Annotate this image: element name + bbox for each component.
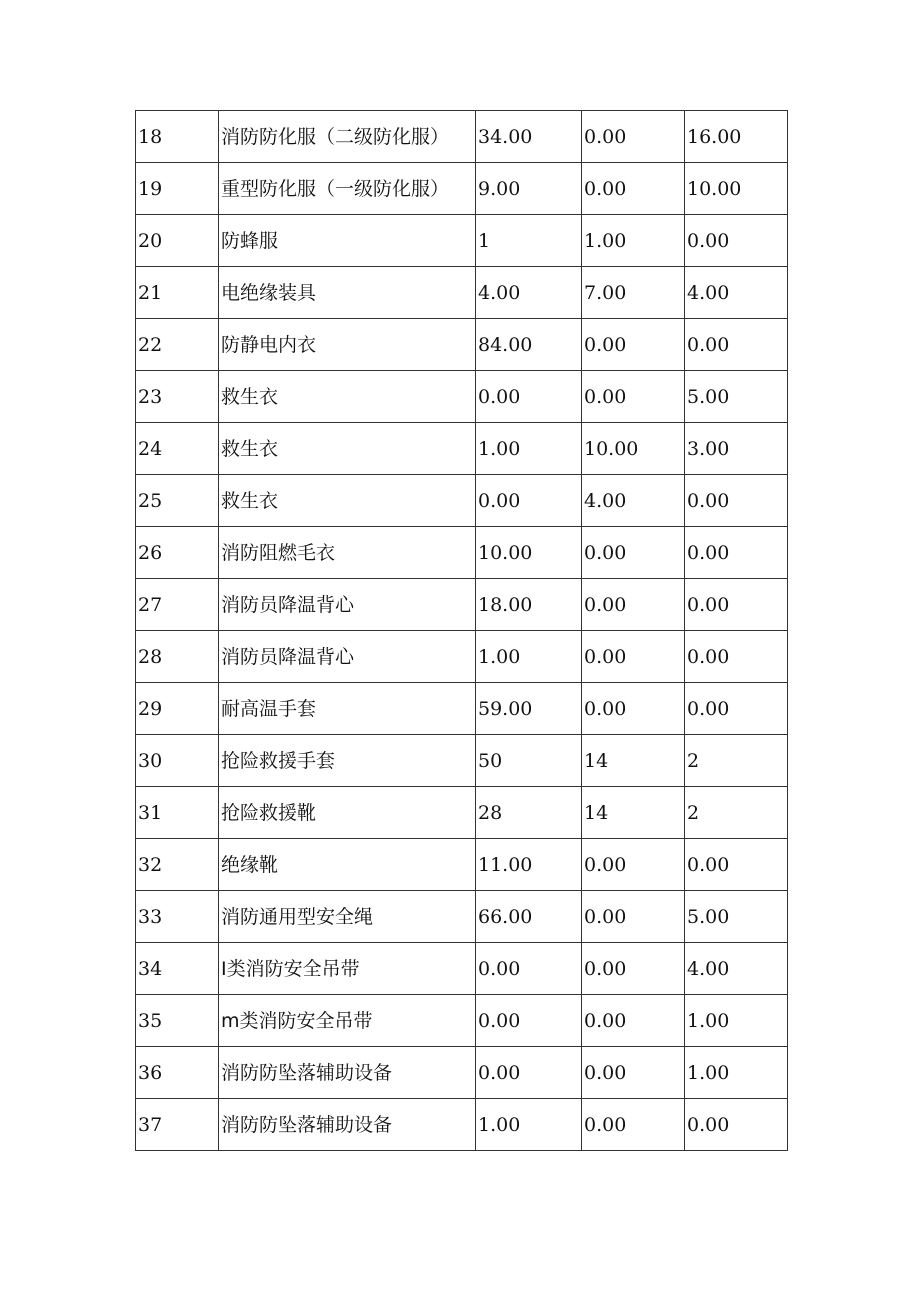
quantity-c-cell: 0.00 xyxy=(685,475,788,527)
row-number-cell: 28 xyxy=(136,631,219,683)
quantity-a-cell: 9.00 xyxy=(476,163,582,215)
quantity-a-cell: 34.00 xyxy=(476,111,582,163)
quantity-c-cell: 5.00 xyxy=(685,891,788,943)
quantity-c-cell: 0.00 xyxy=(685,631,788,683)
item-name-cell: 救生衣 xyxy=(219,475,476,527)
item-name-cell: 消防防坠落辅助设备 xyxy=(219,1099,476,1151)
item-name-cell: 消防员降温背心 xyxy=(219,579,476,631)
quantity-a-cell: 0.00 xyxy=(476,475,582,527)
quantity-c-cell: 0.00 xyxy=(685,839,788,891)
row-number-cell: 37 xyxy=(136,1099,219,1151)
quantity-b-cell: 0.00 xyxy=(582,579,685,631)
table-row xyxy=(136,995,788,1047)
row-number-cell: 20 xyxy=(136,215,219,267)
quantity-c-cell: 10.00 xyxy=(685,163,788,215)
quantity-b-cell: 0.00 xyxy=(582,839,685,891)
item-name-cell: 救生衣 xyxy=(219,371,476,423)
quantity-b-cell: 0.00 xyxy=(582,683,685,735)
quantity-c-cell: 4.00 xyxy=(685,267,788,319)
quantity-c-cell: 4.00 xyxy=(685,943,788,995)
item-name-cell: I类消防安全吊带 xyxy=(219,943,476,995)
table-row xyxy=(136,1099,788,1151)
quantity-a-cell: 18.00 xyxy=(476,579,582,631)
item-name-cell: 重型防化服（一级防化服） xyxy=(219,163,476,215)
table-row xyxy=(136,423,788,475)
row-number-cell: 31 xyxy=(136,787,219,839)
quantity-c-cell: 5.00 xyxy=(685,371,788,423)
quantity-b-cell: 0.00 xyxy=(582,995,685,1047)
quantity-b-cell: 7.00 xyxy=(582,267,685,319)
table-row xyxy=(136,215,788,267)
item-name-cell: 消防通用型安全绳 xyxy=(219,891,476,943)
quantity-a-cell: 28 xyxy=(476,787,582,839)
row-number-cell: 25 xyxy=(136,475,219,527)
quantity-b-cell: 0.00 xyxy=(582,371,685,423)
equipment-table xyxy=(135,110,788,1151)
quantity-b-cell: 0.00 xyxy=(582,319,685,371)
quantity-b-cell: 0.00 xyxy=(582,163,685,215)
table-row xyxy=(136,787,788,839)
quantity-a-cell: 0.00 xyxy=(476,1047,582,1099)
row-number-cell: 32 xyxy=(136,839,219,891)
table-row xyxy=(136,111,788,163)
row-number-cell: 21 xyxy=(136,267,219,319)
quantity-b-cell: 0.00 xyxy=(582,1099,685,1151)
table-row xyxy=(136,319,788,371)
quantity-c-cell: 16.00 xyxy=(685,111,788,163)
item-name-cell: 消防阻燃毛衣 xyxy=(219,527,476,579)
table-row xyxy=(136,891,788,943)
row-number-cell: 18 xyxy=(136,111,219,163)
quantity-c-cell: 1.00 xyxy=(685,995,788,1047)
table-row xyxy=(136,943,788,995)
quantity-b-cell: 0.00 xyxy=(582,111,685,163)
quantity-c-cell: 2 xyxy=(685,735,788,787)
table-row xyxy=(136,1047,788,1099)
quantity-c-cell: 1.00 xyxy=(685,1047,788,1099)
table-body xyxy=(136,111,788,1151)
quantity-b-cell: 0.00 xyxy=(582,631,685,683)
quantity-a-cell: 66.00 xyxy=(476,891,582,943)
quantity-a-cell: 1.00 xyxy=(476,631,582,683)
table-row xyxy=(136,475,788,527)
quantity-b-cell: 4.00 xyxy=(582,475,685,527)
row-number-cell: 24 xyxy=(136,423,219,475)
quantity-c-cell: 0.00 xyxy=(685,319,788,371)
quantity-c-cell: 2 xyxy=(685,787,788,839)
quantity-c-cell: 0.00 xyxy=(685,683,788,735)
quantity-a-cell: 0.00 xyxy=(476,995,582,1047)
row-number-cell: 36 xyxy=(136,1047,219,1099)
quantity-a-cell: 1.00 xyxy=(476,423,582,475)
item-name-cell: 耐高温手套 xyxy=(219,683,476,735)
table-row xyxy=(136,631,788,683)
item-name-cell: 消防员降温背心 xyxy=(219,631,476,683)
quantity-a-cell: 50 xyxy=(476,735,582,787)
row-number-cell: 19 xyxy=(136,163,219,215)
quantity-b-cell: 0.00 xyxy=(582,527,685,579)
table-row xyxy=(136,579,788,631)
quantity-b-cell: 0.00 xyxy=(582,891,685,943)
quantity-b-cell: 14 xyxy=(582,735,685,787)
quantity-b-cell: 14 xyxy=(582,787,685,839)
quantity-a-cell: 1.00 xyxy=(476,1099,582,1151)
row-number-cell: 27 xyxy=(136,579,219,631)
row-number-cell: 22 xyxy=(136,319,219,371)
table-row xyxy=(136,839,788,891)
item-name-cell: 防蜂服 xyxy=(219,215,476,267)
quantity-a-cell: 4.00 xyxy=(476,267,582,319)
row-number-cell: 29 xyxy=(136,683,219,735)
quantity-c-cell: 3.00 xyxy=(685,423,788,475)
equipment-table-container xyxy=(135,110,784,1151)
row-number-cell: 35 xyxy=(136,995,219,1047)
table-row xyxy=(136,371,788,423)
item-name-cell: 抢险救援靴 xyxy=(219,787,476,839)
quantity-a-cell: 10.00 xyxy=(476,527,582,579)
item-name-cell: 抢险救援手套 xyxy=(219,735,476,787)
quantity-a-cell: 0.00 xyxy=(476,371,582,423)
quantity-c-cell: 0.00 xyxy=(685,527,788,579)
item-name-cell: 绝缘靴 xyxy=(219,839,476,891)
item-name-cell: 救生衣 xyxy=(219,423,476,475)
table-row xyxy=(136,527,788,579)
item-name-cell: 消防防化服（二级防化服） xyxy=(219,111,476,163)
quantity-a-cell: 1 xyxy=(476,215,582,267)
quantity-c-cell: 0.00 xyxy=(685,215,788,267)
item-name-cell: 电绝缘装具 xyxy=(219,267,476,319)
quantity-c-cell: 0.00 xyxy=(685,1099,788,1151)
row-number-cell: 34 xyxy=(136,943,219,995)
item-name-cell: 防静电内衣 xyxy=(219,319,476,371)
table-row xyxy=(136,163,788,215)
table-row xyxy=(136,735,788,787)
row-number-cell: 30 xyxy=(136,735,219,787)
row-number-cell: 33 xyxy=(136,891,219,943)
quantity-b-cell: 10.00 xyxy=(582,423,685,475)
quantity-a-cell: 0.00 xyxy=(476,943,582,995)
table-row xyxy=(136,683,788,735)
row-number-cell: 23 xyxy=(136,371,219,423)
quantity-a-cell: 59.00 xyxy=(476,683,582,735)
quantity-a-cell: 11.00 xyxy=(476,839,582,891)
quantity-b-cell: 0.00 xyxy=(582,1047,685,1099)
quantity-b-cell: 1.00 xyxy=(582,215,685,267)
quantity-a-cell: 84.00 xyxy=(476,319,582,371)
table-row xyxy=(136,267,788,319)
item-name-cell: 消防防坠落辅助设备 xyxy=(219,1047,476,1099)
item-name-cell: m类消防安全吊带 xyxy=(219,995,476,1047)
quantity-b-cell: 0.00 xyxy=(582,943,685,995)
quantity-c-cell: 0.00 xyxy=(685,579,788,631)
row-number-cell: 26 xyxy=(136,527,219,579)
